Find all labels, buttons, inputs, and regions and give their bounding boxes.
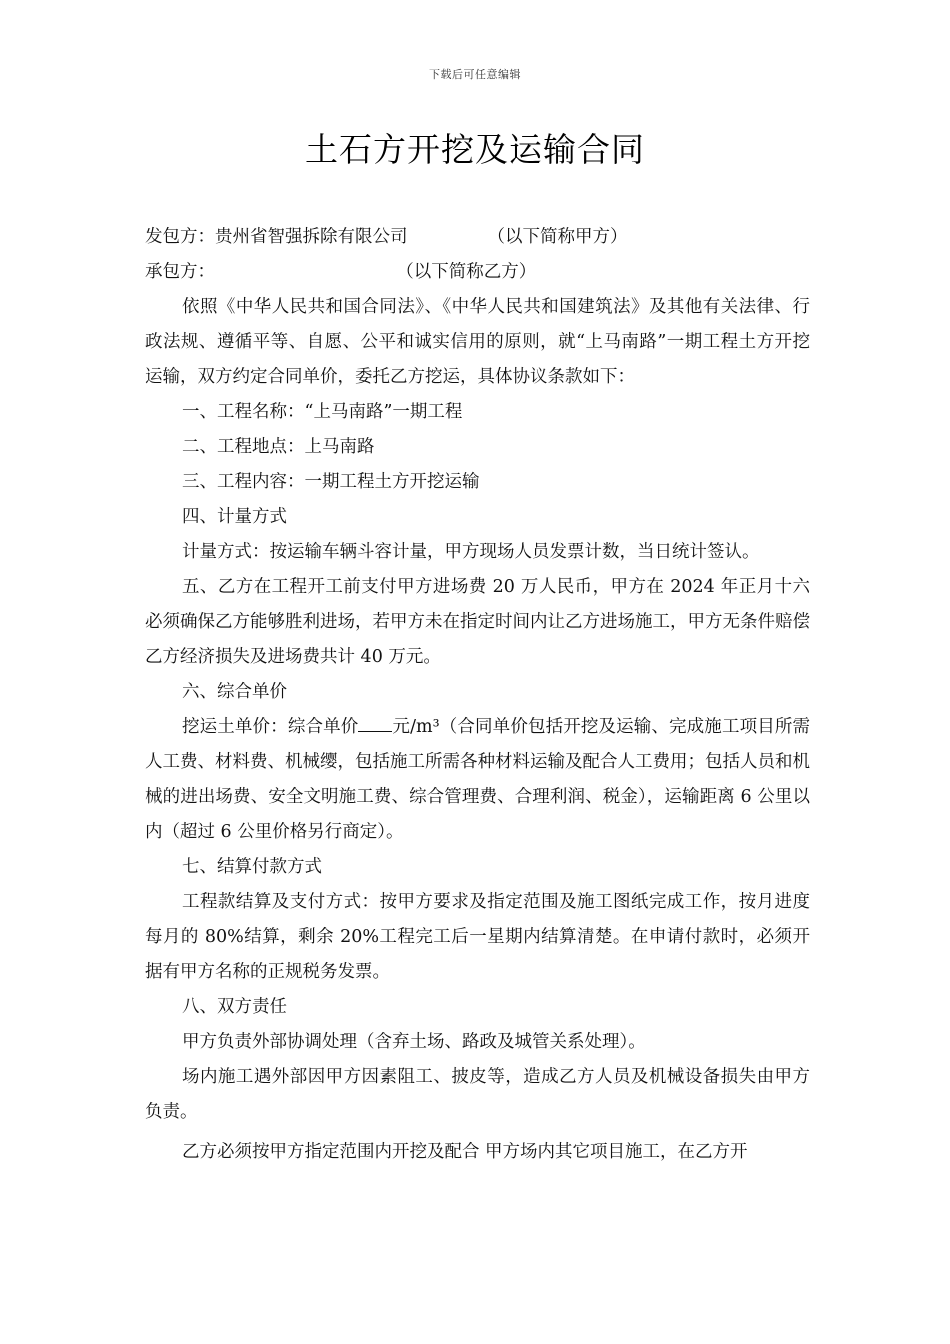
section-unit-price-title: 六、综合单价 bbox=[182, 682, 287, 702]
responsibility-paragraph-3: 乙方必须按甲方指定范围内开挖及配合 甲方场内其它项目施工，在乙方开 bbox=[182, 1142, 748, 1162]
section-project-name: 一、工程名称：“上马南路”一期工程 bbox=[182, 402, 463, 422]
header-note: 下载后可任意编辑 bbox=[429, 68, 521, 81]
section-unit-price-body bbox=[145, 710, 810, 850]
party-b-line bbox=[145, 255, 810, 290]
section-payment-title: 七、结算付款方式 bbox=[182, 857, 322, 877]
section-project-location: 二、工程地点：上马南路 bbox=[182, 437, 375, 457]
party-b-label: 承包方： bbox=[145, 262, 215, 282]
party-a-line bbox=[145, 220, 810, 255]
section-measurement-body: 计量方式：按运输车辆斗容计量，甲方现场人员发票计数，当日统计签认。 bbox=[182, 542, 760, 562]
party-b-alias: （以下简称乙方） bbox=[405, 262, 537, 282]
section-entry-fee: 五、乙方在工程开工前支付甲方进场费 20 万人民币，甲方在 2024 年正月十六必须确保乙方能够胜利进场，若甲方未在指定时间内让乙方进场施工，甲方无条件赔偿乙方经济损失及进场费共计 40 万元。 bbox=[145, 577, 810, 667]
section-project-content: 三、工程内容：一期工程土方开挖运输 bbox=[182, 472, 480, 492]
contract-body bbox=[145, 220, 810, 1170]
party-a-label: 发包方： bbox=[145, 227, 215, 247]
section-payment-body: 工程款结算及支付方式：按甲方要求及指定范围及施工图纸完成工作，按月进度每月的 80%结算，剩余 20%工程完工后一星期内结算清楚。在申请付款时，必须开据有甲方名称的正规税务发票。 bbox=[145, 892, 810, 982]
unit-price-blank bbox=[358, 712, 392, 732]
party-a-name: 贵州省智强拆除有限公司 bbox=[215, 227, 408, 247]
section-measurement-title: 四、计量方式 bbox=[182, 507, 287, 527]
party-a-alias: （以下简称甲方） bbox=[487, 227, 628, 247]
responsibility-paragraph-2: 场内施工遇外部因甲方因素阻工、披皮等，造成乙方人员及机械设备损失由甲方负责。 bbox=[145, 1067, 810, 1122]
section-responsibility-title: 八、双方责任 bbox=[182, 997, 287, 1017]
unit-price-suffix: 元/m³（合同单价包括开挖及运输、完成施工项目所需人工费、材料费、机械缨，包括施工所需各种材料运输及配合人工费用；包括人员和机械的进出场费、安全文明施工费、综合管理费、合理利润、税金），运输距离 6 公里以内（超过 6 公里价格另行商定）。 bbox=[145, 717, 810, 842]
preamble-paragraph: 依照《中华人民共和国合同法》、《中华人民共和国建筑法》及其他有关法律、行政法规、遵循平等、自愿、公平和诚实信用的原则，就“上马南路”一期工程土方开挖运输，双方约定合同单价，委托乙方挖运，具体协议条款如下： bbox=[145, 297, 810, 387]
document-title: 土石方开挖及运输合同 bbox=[305, 130, 645, 169]
responsibility-paragraph-1: 甲方负责外部协调处理（含弃土场、路政及城管关系处理）。 bbox=[182, 1032, 646, 1052]
unit-price-prefix: 挖运土单价：综合单价 bbox=[182, 717, 359, 737]
